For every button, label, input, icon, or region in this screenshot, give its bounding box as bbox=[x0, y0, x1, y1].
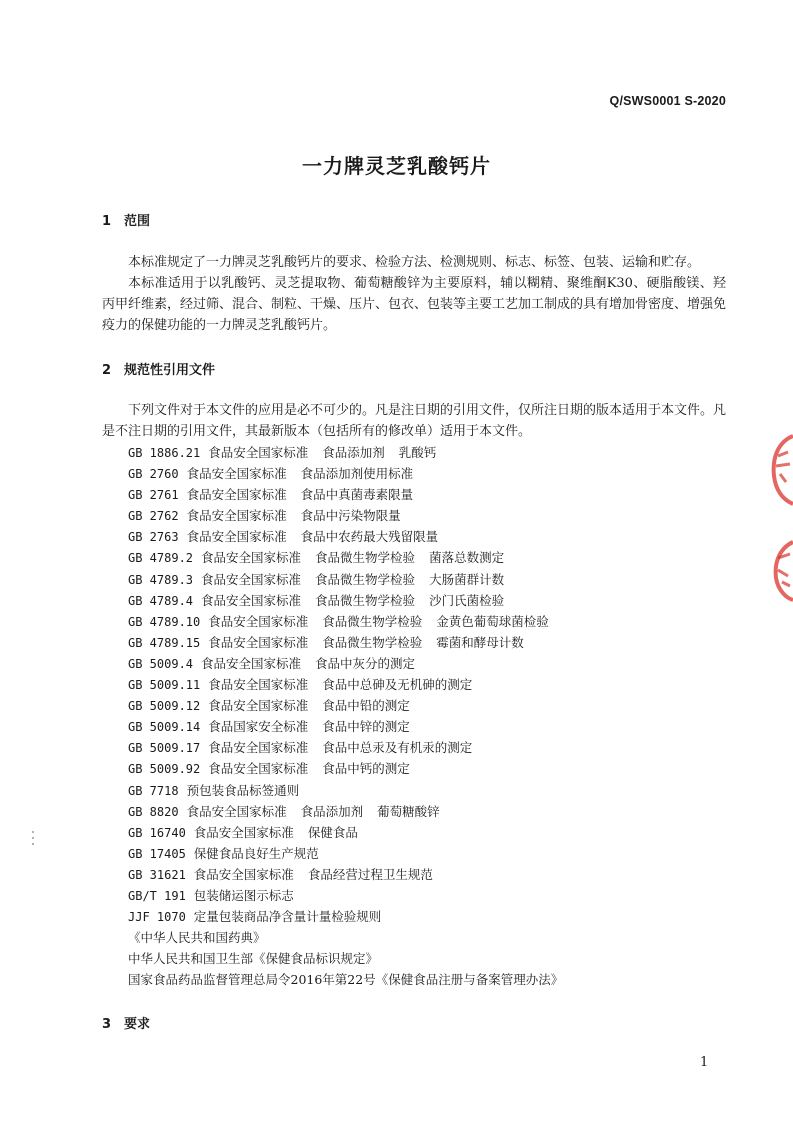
reference-code: GB 2760 bbox=[128, 467, 179, 482]
section-1-paragraph-2: 本标准适用于以乳酸钙、灵芝提取物、葡萄糖酸锌为主要原料，辅以糊精、聚维酮K30、硬脂酸镁、羟丙甲纤维素，经过筛、混合、制粒、干燥、压片、包衣、包装等主要工艺加工制成的具有增加骨密度、增强免疫力的保健功能的一力牌灵芝乳酸钙片。 bbox=[102, 276, 727, 334]
reference-title-part: 定量包装商品净含量计量检验规则 bbox=[193, 909, 382, 925]
reference-title-part: 食品安全国家标准 bbox=[201, 550, 302, 566]
reference-item bbox=[128, 547, 577, 568]
reference-code: GB 7718 bbox=[128, 783, 179, 798]
reference-title-part: 食品安全国家标准 bbox=[208, 677, 309, 693]
reference-item bbox=[128, 632, 577, 653]
section-1-paragraph-1: 本标准规定了一力牌灵芝乳酸钙片的要求、检验方法、检测规则、标志、标签、包装、运输和贮存。 bbox=[128, 255, 701, 270]
reference-title-part: 霉菌和酵母计数 bbox=[436, 634, 524, 650]
reference-code: GB 2761 bbox=[128, 488, 179, 503]
reference-item bbox=[128, 611, 577, 632]
section-2-number: 2 bbox=[102, 363, 112, 378]
reference-title-part: 菌落总数测定 bbox=[429, 550, 505, 566]
reference-code: GB/T 191 bbox=[128, 888, 186, 903]
reference-code: GB 4789.4 bbox=[128, 593, 194, 608]
reference-title-part: 食品安全国家标准 bbox=[208, 613, 309, 629]
reference-item bbox=[128, 569, 577, 590]
reference-title-part: 食品安全国家标准 bbox=[208, 698, 309, 714]
reference-title-part: 国家食品药品监督管理总局令2016年第22号《保健食品注册与备案管理办法》 bbox=[128, 972, 564, 988]
reference-title-part: 金黄色葡萄球菌检验 bbox=[436, 613, 549, 629]
reference-item bbox=[128, 505, 577, 526]
reference-item bbox=[128, 653, 577, 674]
reference-title-part: 食品添加剂使用标准 bbox=[300, 466, 414, 482]
reference-title-part: 中华人民共和国卫生部《保健食品标识规定》 bbox=[128, 951, 379, 967]
scan-speckles bbox=[30, 830, 36, 846]
reference-code: GB 4789.2 bbox=[128, 551, 194, 566]
section-1-title: 范围 bbox=[124, 214, 151, 229]
reference-item bbox=[128, 484, 577, 505]
reference-title-part: 保健食品 bbox=[307, 824, 358, 840]
reference-item bbox=[128, 969, 577, 990]
reference-code: GB 17405 bbox=[128, 846, 186, 861]
reference-code: JJF 1070 bbox=[128, 910, 186, 925]
reference-code: GB 16740 bbox=[128, 825, 186, 840]
reference-title-part: 食品安全国家标准 bbox=[186, 529, 287, 545]
reference-title-part: 食品微生物学检验 bbox=[315, 592, 416, 608]
section-3-number: 3 bbox=[102, 1017, 112, 1032]
reference-code: GB 2762 bbox=[128, 509, 179, 524]
reference-list bbox=[128, 442, 577, 990]
reference-title-part: 食品中总汞及有机汞的测定 bbox=[322, 740, 473, 756]
reference-title-part: 大肠菌群计数 bbox=[429, 571, 505, 587]
reference-title-part: 预包装食品标签通则 bbox=[186, 782, 300, 798]
reference-item bbox=[128, 948, 577, 969]
section-2-heading bbox=[102, 359, 215, 378]
reference-title-part: 食品安全国家标准 bbox=[193, 824, 294, 840]
reference-code: GB 4789.3 bbox=[128, 572, 194, 587]
reference-item bbox=[128, 906, 577, 927]
reference-title-part: 食品微生物学检验 bbox=[315, 550, 416, 566]
reference-title-part: 食品中锌的测定 bbox=[322, 719, 410, 735]
reference-item bbox=[128, 885, 577, 906]
reference-item bbox=[128, 927, 577, 948]
reference-code: GB 5009.11 bbox=[128, 678, 201, 693]
reference-title-part: 食品中铅的测定 bbox=[322, 698, 410, 714]
reference-item bbox=[128, 758, 577, 779]
reference-item bbox=[128, 590, 577, 611]
reference-title-part: 包装储运图示标志 bbox=[193, 887, 294, 903]
reference-code: GB 2763 bbox=[128, 530, 179, 545]
reference-title-part: 保健食品良好生产规范 bbox=[193, 845, 319, 861]
reference-code: GB 8820 bbox=[128, 804, 179, 819]
section-3-title: 要求 bbox=[124, 1017, 151, 1032]
reference-title-part: 食品安全国家标准 bbox=[201, 655, 302, 671]
reference-code: GB 5009.92 bbox=[128, 762, 201, 777]
reference-title-part: 食品安全国家标准 bbox=[201, 571, 302, 587]
reference-title-part: 《中华人民共和国药典》 bbox=[128, 930, 266, 946]
reference-item bbox=[128, 737, 577, 758]
reference-title-part: 食品安全国家标准 bbox=[186, 487, 287, 503]
reference-item bbox=[128, 843, 577, 864]
page-number: 1 bbox=[700, 1055, 709, 1070]
reference-item bbox=[128, 695, 577, 716]
reference-title-part: 食品添加剂 bbox=[300, 803, 364, 819]
reference-title-part: 食品微生物学检验 bbox=[315, 571, 416, 587]
reference-title-part: 葡萄糖酸锌 bbox=[377, 803, 440, 819]
section-2-intro: 下列文件对于本文件的应用是必不可少的。凡是注日期的引用文件，仅所注日期的版本适用于本文件。凡是不注日期的引用文件，其最新版本（包括所有的修改单）适用于本文件。 bbox=[102, 403, 727, 440]
reference-title-part: 食品中污染物限量 bbox=[300, 508, 401, 524]
reference-title-part: 食品添加剂 bbox=[322, 445, 385, 460]
reference-title-part: 食品安全国家标准 bbox=[186, 466, 287, 482]
reference-item bbox=[128, 716, 577, 737]
reference-item bbox=[128, 822, 577, 843]
reference-title-part: 食品安全国家标准 bbox=[193, 866, 294, 882]
reference-item bbox=[128, 442, 577, 463]
reference-title-part: 食品中真菌毒素限量 bbox=[300, 487, 414, 503]
reference-code: GB 5009.14 bbox=[128, 720, 201, 735]
reference-code: GB 5009.17 bbox=[128, 741, 201, 756]
section-1-number: 1 bbox=[102, 214, 112, 229]
section-3-heading bbox=[102, 1013, 150, 1032]
reference-item bbox=[128, 801, 577, 822]
reference-code: GB 31621 bbox=[128, 867, 186, 882]
reference-code: GB 1886.21 bbox=[128, 446, 201, 460]
reference-title-part: 食品安全国家标准 bbox=[208, 445, 309, 460]
reference-title-part: 沙门氏菌检验 bbox=[429, 592, 505, 608]
section-1-heading bbox=[102, 210, 150, 229]
reference-title-part: 食品安全国家标准 bbox=[186, 803, 287, 819]
standard-code: Q/SWS0001 S-2020 bbox=[609, 94, 726, 108]
reference-title-part: 食品经营过程卫生规范 bbox=[307, 866, 433, 882]
section-2-title: 规范性引用文件 bbox=[124, 363, 216, 378]
document-title: 一力牌灵芝乳酸钙片 bbox=[302, 154, 491, 178]
reference-code: GB 5009.4 bbox=[128, 656, 194, 671]
reference-title-part: 食品国家安全标准 bbox=[208, 719, 309, 735]
reference-item bbox=[128, 864, 577, 885]
reference-title-part: 食品安全国家标准 bbox=[208, 740, 309, 756]
reference-code: GB 4789.10 bbox=[128, 614, 201, 629]
reference-title-part: 食品中钙的测定 bbox=[322, 761, 410, 777]
reference-code: GB 4789.15 bbox=[128, 635, 201, 650]
red-seal-stamp-fragment bbox=[764, 430, 793, 610]
reference-title-part: 食品微生物学检验 bbox=[322, 634, 423, 650]
reference-title-part: 食品安全国家标准 bbox=[201, 592, 302, 608]
reference-title-part: 食品中总砷及无机砷的测定 bbox=[322, 677, 473, 693]
reference-title-part: 食品安全国家标准 bbox=[186, 508, 287, 524]
reference-title-part: 食品安全国家标准 bbox=[208, 761, 309, 777]
reference-title-part: 食品安全国家标准 bbox=[208, 634, 309, 650]
reference-item bbox=[128, 463, 577, 484]
reference-title-part: 食品微生物学检验 bbox=[322, 613, 423, 629]
reference-title-part: 食品中农药最大残留限量 bbox=[300, 529, 439, 545]
reference-title-part: 食品中灰分的测定 bbox=[315, 655, 416, 671]
reference-item bbox=[128, 780, 577, 801]
reference-title-part: 乳酸钙 bbox=[398, 445, 437, 460]
reference-item bbox=[128, 526, 577, 547]
reference-item bbox=[128, 674, 577, 695]
reference-code: GB 5009.12 bbox=[128, 699, 201, 714]
